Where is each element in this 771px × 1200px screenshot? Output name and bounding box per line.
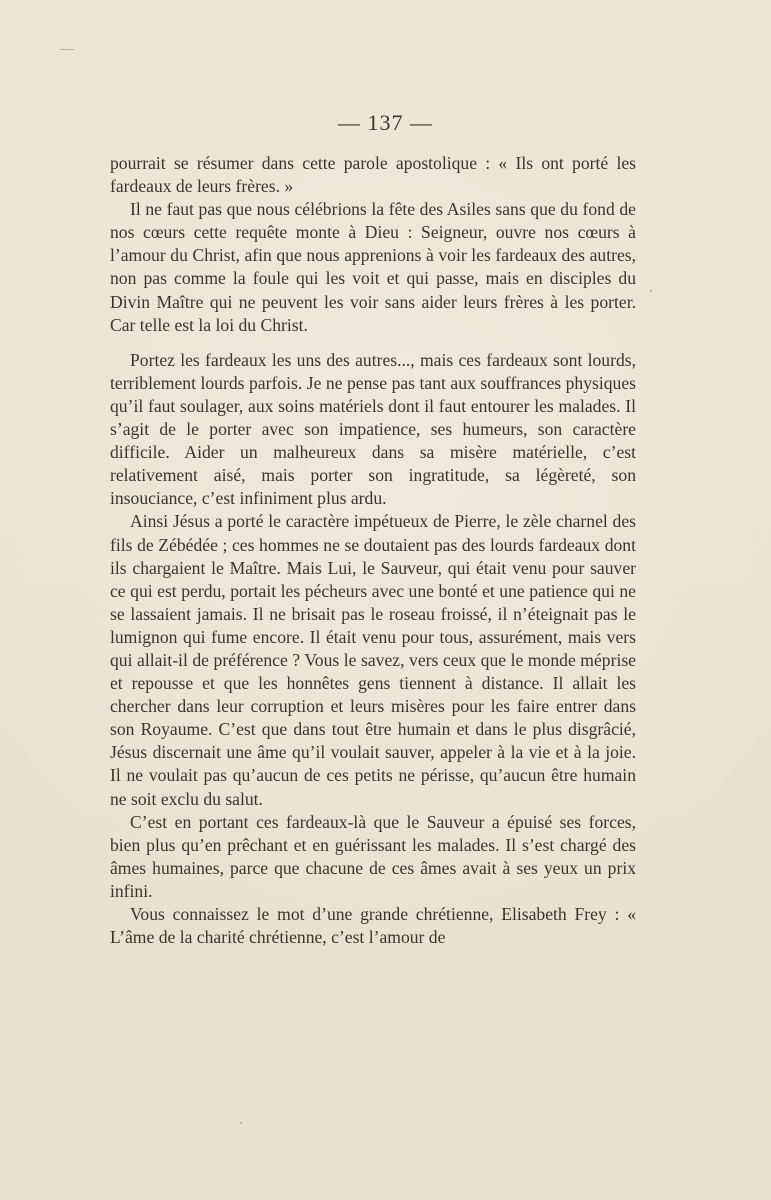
page-speck [650,290,652,292]
page-speck [240,1122,242,1124]
paragraph-4: Ainsi Jésus a porté le caractère impétueux de Pierre, le zèle charnel des fils de Zébédée ; ces hommes ne se doutaient pas des lourds fardeaux dont ils chargaient le Maître. Mais Lui, le Sauveur, qui était venu pour sauver ce qui est perdu, portait les pécheurs avec une bonté et une patience qui ne se lassaient jamais. Il ne brisait pas le roseau froissé, il n’éteignait pas le lumignon qui fume encore. Il était venu pour tous, assurément, mais vers qui allait-il de préférence ? Vous le savez, vers ceux que le monde méprise et repousse et que les honnêtes gens tiennent à distance. Il allait les chercher dans leur corruption et leurs misères pour les faire entrer dans son Royaume. C’est que dans tout être humain et dans le plus disgrâcié, Jésus discernait une âme qu’il voulait sauver, appeler à la vie et à la joie. Il ne voulait pas qu’aucun de ces petits ne périsse, qu’aucun être humain ne soit exclu du salut. [110,511,636,809]
paragraph-3: Portez les fardeaux les uns des autres..., mais ces fardeaux sont lourds, terriblement lourds parfois. Je ne pense pas tant aux souffrances physiques qu’il faut soulager, aux soins matériels dont il faut entourer les malades. Il s’agit de le porter avec son impatience, ses humeurs, son caractère difficile. Aider un malheureux dans sa misère matérielle, c’est relativement aisé, mais porter son ingratitude, sa légèreté, son insouciance, c’est infiniment plus ardu. [110,349,636,509]
page-number: — 137 — [338,110,433,135]
page-text [110,152,636,949]
paragraph-5: C’est en portant ces fardeaux-là que le Sauveur a épuisé ses forces, bien plus qu’en prêchant et en guérissant les malades. Il s’est chargé des âmes humaines, parce que chacune de ces âmes avait à ses yeux un prix infini. [110,811,636,901]
paragraph-6: Vous connaissez le mot d’une grande chrétienne, Elisabeth Frey : « L’âme de la charité chrétienne, c’est l’amour de [110,904,636,948]
paragraph-1: pourrait se résumer dans cette parole apostolique : « Ils ont porté les fardeaux de leurs frères. » [110,153,636,197]
paragraph-2: Il ne faut pas que nous célébrions la fête des Asiles sans que du fond de nos cœurs cette requête monte à Dieu : Seigneur, ouvre nos cœurs à l’amour du Christ, afin que nous apprenions à voir les fardeaux des autres, non pas comme la foule qui les voit et qui passe, mais en disciples du Divin Maître qui ne peuvent les voir sans aider leurs frères à les porter. Car telle est la loi du Christ. [110,199,636,335]
page-mark [60,49,74,50]
